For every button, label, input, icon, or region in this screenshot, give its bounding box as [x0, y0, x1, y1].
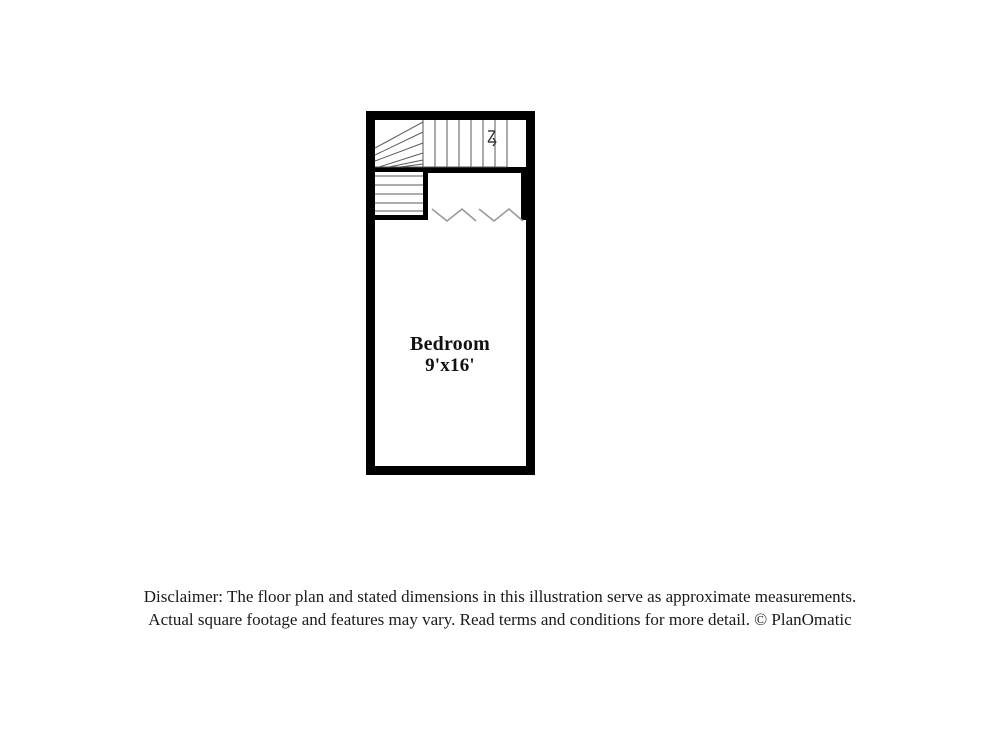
exterior-walls	[366, 111, 535, 475]
disclaimer-line-2: Actual square footage and features may vary. Read terms and conditions for more detail. © PlanOmatic	[148, 609, 852, 629]
disclaimer-text	[0, 586, 1000, 632]
room-name: Bedroom	[410, 333, 490, 355]
room-dimensions: 9'x16'	[425, 354, 475, 376]
room-label-bedroom	[330, 334, 570, 376]
disclaimer-line-1: Disclaimer: The floor plan and stated dimensions in this illustration serve as approximate measurements.	[143, 587, 857, 606]
